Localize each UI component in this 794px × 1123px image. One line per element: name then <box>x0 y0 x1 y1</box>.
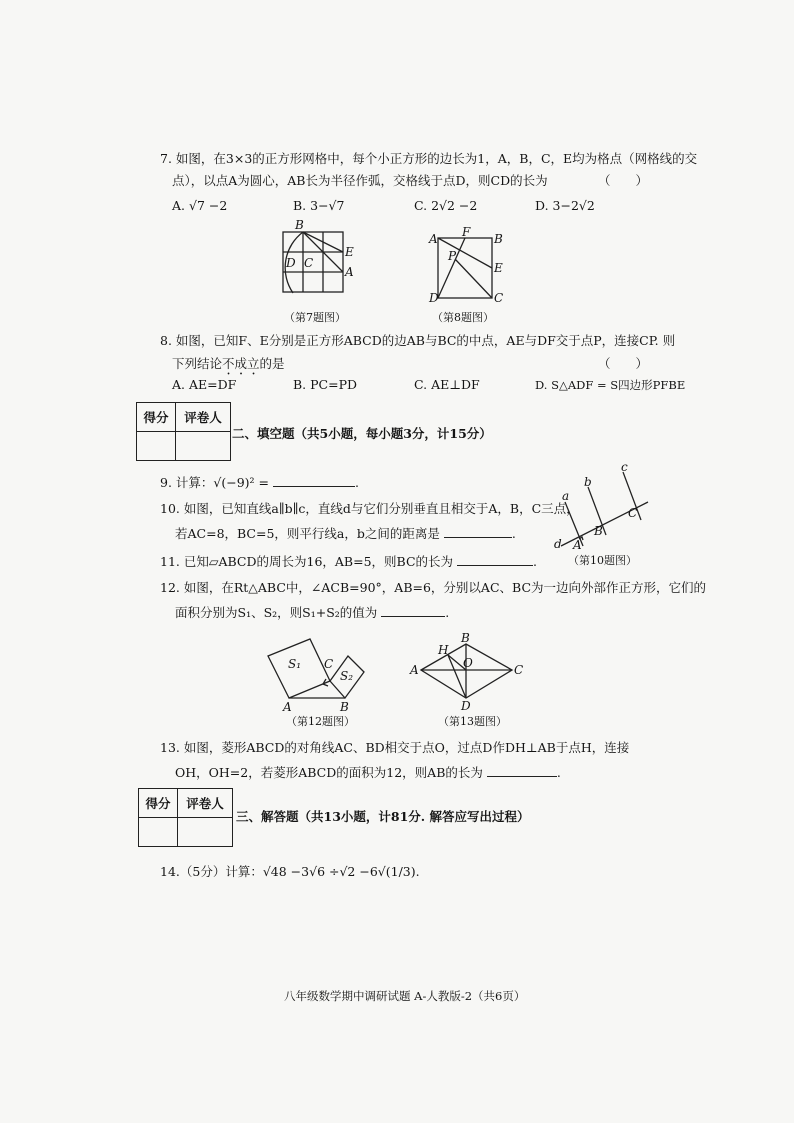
q7-label-a: A <box>345 265 354 279</box>
q10-text-line1: 10. 如图，已知直线a∥b∥c，直线d与它们分别垂直且相交于A，B，C三点， <box>160 501 579 516</box>
q8-square-figure <box>426 226 506 306</box>
q13-label-c: C <box>514 663 524 677</box>
q8-text-emphasis: 不成立 <box>222 356 260 371</box>
q7-label-e: E <box>345 245 354 259</box>
section3-score-cell[interactable] <box>139 818 178 847</box>
q7-option-b: B. 3−√7 <box>293 198 345 213</box>
q8-label-c: C <box>494 291 504 305</box>
q12-text-line2 <box>175 603 449 621</box>
q7-label-b: B <box>295 218 304 232</box>
q8-option-a: A. AE=DF <box>172 377 237 392</box>
section2-heading: 二、填空题（共5小题，每小题3分，计15分） <box>232 426 492 441</box>
q10-label-line-b: b <box>584 475 592 489</box>
q13-label-h: H <box>438 643 449 657</box>
section3-score-box <box>138 788 233 847</box>
section3-grader-label: 评卷人 <box>178 789 233 818</box>
q10-label-line-d: d <box>554 537 562 550</box>
q8-text-pre: 下列结论 <box>172 356 223 371</box>
q10-prompt: 若AC=8，BC=5，则平行线a，b之间的距离是 <box>175 526 440 541</box>
q7-text-line1: 7. 如图，在3×3的正方形网格中，每个小正方形的边长为1，A，B，C，E均为格点（网格线的交 <box>160 151 698 166</box>
q12-text-line1: 12. 如图，在Rt△ABC中，∠ACB=90°，AB=6，分别以AC、BC为一边向外部作正方形，它们的 <box>160 580 707 595</box>
q13-label-o: O <box>463 656 473 670</box>
q11-text <box>160 552 537 570</box>
q7-text-line2: 点），以点A为圆心，AB长为半径作弧，交格线于点D，则CD的长为 <box>172 173 548 188</box>
q13-prompt: OH，OH=2，若菱形ABCD的面积为12，则AB的长为 <box>175 765 483 780</box>
q7-option-d: D. 3−2√2 <box>535 198 595 213</box>
q12-label-a: A <box>283 700 292 712</box>
q7-grid-figure <box>276 218 356 308</box>
q13-label-d: D <box>461 699 471 712</box>
q8-label-p: P <box>448 249 457 263</box>
q8-text-line2 <box>172 354 285 378</box>
q10-label-line-c: c <box>621 462 628 474</box>
q7-label-c: C <box>304 256 314 270</box>
q12-answer-blank[interactable] <box>381 616 445 617</box>
q7-option-a: A. √7 −2 <box>172 198 228 213</box>
q7-label-d: D <box>286 256 296 270</box>
q13-end: . <box>556 765 561 780</box>
section3-heading: 三、解答题（共13小题，计81分. 解答应写出过程） <box>236 809 530 824</box>
q13-caption: （第13题图） <box>438 715 507 728</box>
q14-text: 14.（5分）计算：√48 −3√6 ÷√2 −6√(1/3). <box>160 864 420 879</box>
q13-text-line2 <box>175 763 561 781</box>
q10-text-line2 <box>175 524 516 542</box>
q11-end: . <box>533 554 537 569</box>
q9-text <box>160 473 359 491</box>
q7-caption: （第7题图） <box>284 311 346 324</box>
q11-answer-blank[interactable] <box>457 565 533 566</box>
section2-grader-label: 评卷人 <box>176 403 231 432</box>
q10-label-point-b: B <box>594 524 603 538</box>
section2-score-cell[interactable] <box>137 432 176 461</box>
q8-option-b: B. PC=PD <box>293 377 358 392</box>
q10-parallel-lines-figure <box>552 462 652 550</box>
q13-text-line1: 13. 如图，菱形ABCD的对角线AC、BD相交于点O，过点D作DH⊥AB于点H，连接 <box>160 740 630 755</box>
section3-score-label: 得分 <box>139 789 178 818</box>
q8-label-b: B <box>494 232 503 246</box>
section2-score-box <box>136 402 231 461</box>
q13-rhombus-figure <box>408 632 526 712</box>
q8-text-post: 的是 <box>259 356 285 371</box>
q10-answer-blank[interactable] <box>444 537 512 538</box>
q7-option-c: C. 2√2 −2 <box>414 198 478 213</box>
q8-label-d: D <box>429 291 439 305</box>
q8-text-line1: 8. 如图，已知F、E分别是正方形ABCD的边AB与BC的中点，AE与DF交于点P，连接CP. 则 <box>160 333 676 348</box>
q13-label-a: A <box>410 663 419 677</box>
q13-label-b: B <box>461 632 470 645</box>
q8-option-d: D. S△ADF = S四边形PFBE <box>535 378 686 392</box>
section3-grader-cell[interactable] <box>178 818 233 847</box>
q13-answer-blank[interactable] <box>487 776 557 777</box>
q8-label-e: E <box>494 261 503 275</box>
q8-answer-paren: （ ） <box>598 356 649 371</box>
q9-answer-blank[interactable] <box>273 486 355 487</box>
q10-label-line-a: a <box>562 489 570 503</box>
q12-squares-figure <box>262 636 372 712</box>
q12-label-s1: S₁ <box>288 657 302 671</box>
q10-label-point-a: A <box>573 538 582 550</box>
section2-grader-cell[interactable] <box>176 432 231 461</box>
q8-option-c: C. AE⊥DF <box>414 377 480 392</box>
q10-caption: （第10题图） <box>568 554 637 567</box>
q8-caption: （第8题图） <box>432 311 494 324</box>
q8-label-a: A <box>429 232 438 246</box>
q11-prompt: 11. 已知▱ABCD的周长为16，AB=5，则BC的长为 <box>160 554 454 569</box>
q10-label-point-c: C <box>628 506 638 520</box>
q7-answer-paren: （ ） <box>598 173 649 188</box>
q12-caption: （第12题图） <box>286 715 355 728</box>
section2-score-label: 得分 <box>137 403 176 432</box>
q12-end: . <box>445 605 450 620</box>
q12-label-c: C <box>324 657 334 671</box>
q12-label-s2: S₂ <box>340 669 354 683</box>
q12-prompt: 面积分别为S₁、S₂，则S₁+S₂的值为 <box>175 605 378 620</box>
q9-end: . <box>355 475 359 490</box>
q8-label-f: F <box>462 226 471 239</box>
q10-end: . <box>511 526 516 541</box>
page-footer: 八年级数学期中调研试题 A-人教版-2（共6页） <box>284 989 526 1003</box>
q12-label-b: B <box>340 700 349 712</box>
q9-prompt: 9. 计算：√(−9)² = <box>160 475 270 490</box>
